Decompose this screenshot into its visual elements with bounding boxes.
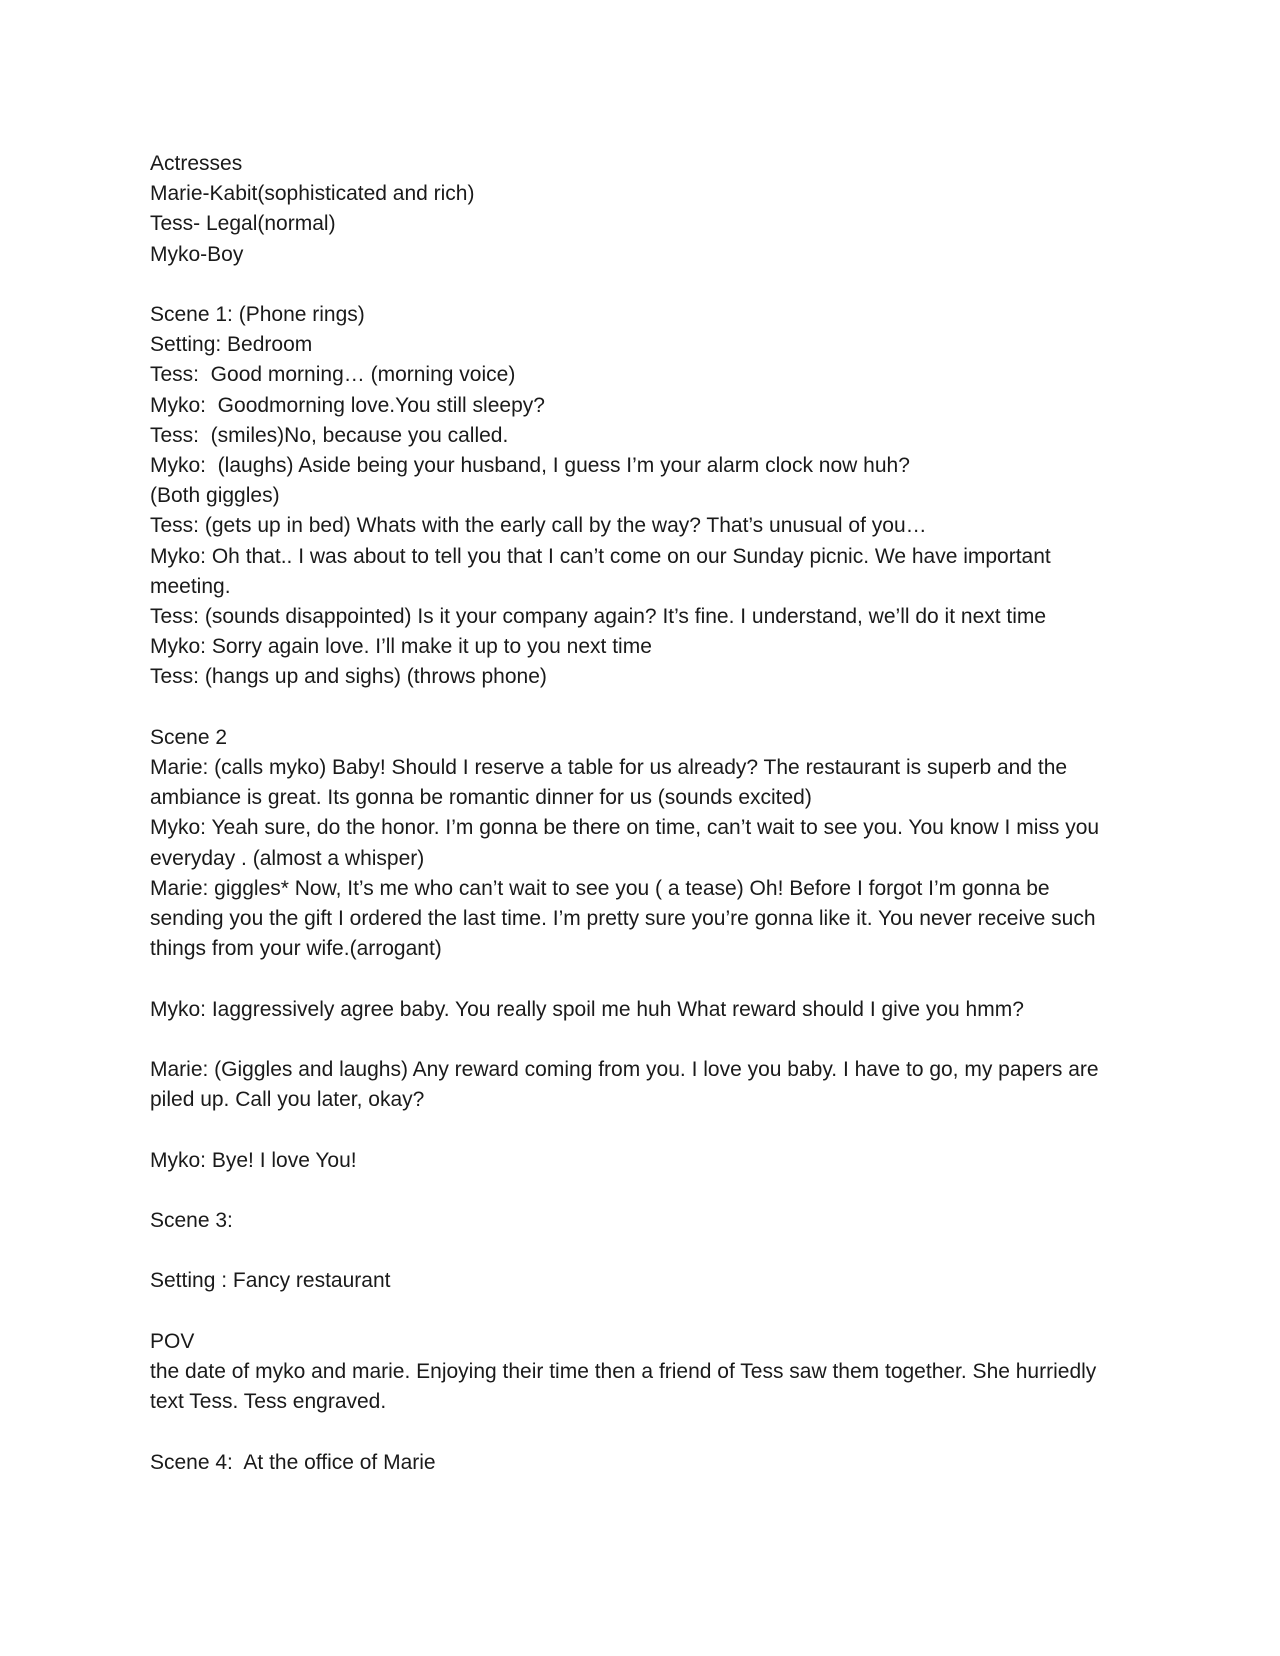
- scene3-pov-label: POV: [150, 1329, 195, 1353]
- scene2-dialogue-line: Myko: Bye! I love You!: [150, 1148, 357, 1172]
- scene2-dialogue-line: Marie: (Giggles and laughs) Any reward coming from you. I love you baby. I have to go, my papers are piled up. Call you later, okay?: [150, 1058, 1105, 1112]
- scene1-dialogue-line: Myko: Sorry again love. I’ll make it up to you next time: [150, 635, 652, 659]
- scene1-dialogue-line: Tess: (smiles)No, because you called.: [150, 423, 509, 447]
- blank-line: [150, 270, 1120, 300]
- scene2-dialogue-line: Myko: Iaggressively agree baby. You really spoil me huh What reward should I give you hmm?: [150, 997, 1024, 1021]
- cast-member-marie: Marie-Kabit(sophisticated and rich): [150, 182, 475, 206]
- scene1-dialogue-line: Tess: (gets up in bed) Whats with the early call by the way? That’s unusual of you…: [150, 514, 927, 538]
- cast-member-tess: Tess- Legal(normal): [150, 212, 336, 236]
- blank-line: [150, 1236, 1120, 1266]
- scene1-dialogue-line: Tess: (hangs up and sighs) (throws phone): [150, 665, 547, 689]
- scene1-dialogue-line: Tess: Good morning… (morning voice): [150, 363, 516, 387]
- blank-line: [150, 1297, 1120, 1327]
- document-body: [150, 149, 1120, 1478]
- scene1-dialogue-line: Myko: Goodmorning love.You still sleepy?: [150, 393, 545, 417]
- cast-heading: Actresses: [150, 152, 243, 175]
- scene2-dialogue-line: Myko: Yeah sure, do the honor. I’m gonna be there on time, can’t wait to see you. You know I miss you everyday . (almost a whisper): [150, 816, 1105, 870]
- scene2-dialogue-line: Marie: giggles* Now, It’s me who can’t wait to see you ( a tease) Oh! Before I forgot I’m gonna be sending you the gift I ordered the last time. I’m pretty sure you’re gonna like it. You never receive such things from your wife.(arrogant): [150, 876, 1102, 961]
- scene1-dialogue-line: Myko: Oh that.. I was about to tell you that I can’t come on our Sunday picnic. We have important meeting.: [150, 544, 1057, 598]
- scene2-dialogue-line: Marie: (calls myko) Baby! Should I reserve a table for us already? The restaurant is superb and the ambiance is great. Its gonna be romantic dinner for us (sounds excited): [150, 756, 1073, 810]
- scene1-dialogue-line: Myko: (laughs) Aside being your husband, I guess I’m your alarm clock now huh?: [150, 454, 910, 478]
- scene3-setting: Setting : Fancy restaurant: [150, 1269, 391, 1293]
- scene1-setting: Setting: Bedroom: [150, 333, 313, 357]
- blank-line: [150, 1176, 1120, 1206]
- blank-line: [150, 964, 1120, 994]
- blank-line: [150, 1115, 1120, 1145]
- blank-line: [150, 1417, 1120, 1447]
- scene2-heading: Scene 2: [150, 725, 228, 749]
- scene1-heading: Scene 1: (Phone rings): [150, 303, 365, 326]
- blank-line: [150, 693, 1120, 723]
- scene1-dialogue-line: Tess: (sounds disappointed) Is it your company again? It’s fine. I understand, we’ll do it next time: [150, 605, 1047, 629]
- scene1-stage-direction: (Both giggles): [150, 484, 280, 508]
- scene3-heading: Scene 3:: [150, 1209, 233, 1233]
- scene3-pov-text: the date of myko and marie. Enjoying their time then a friend of Tess saw them together. She hurriedly text Tess. Tess engraved.: [150, 1360, 1103, 1414]
- scene4-heading: Scene 4: At the office of Marie: [150, 1450, 436, 1474]
- cast-member-myko: Myko-Boy: [150, 242, 244, 266]
- blank-line: [150, 1025, 1120, 1055]
